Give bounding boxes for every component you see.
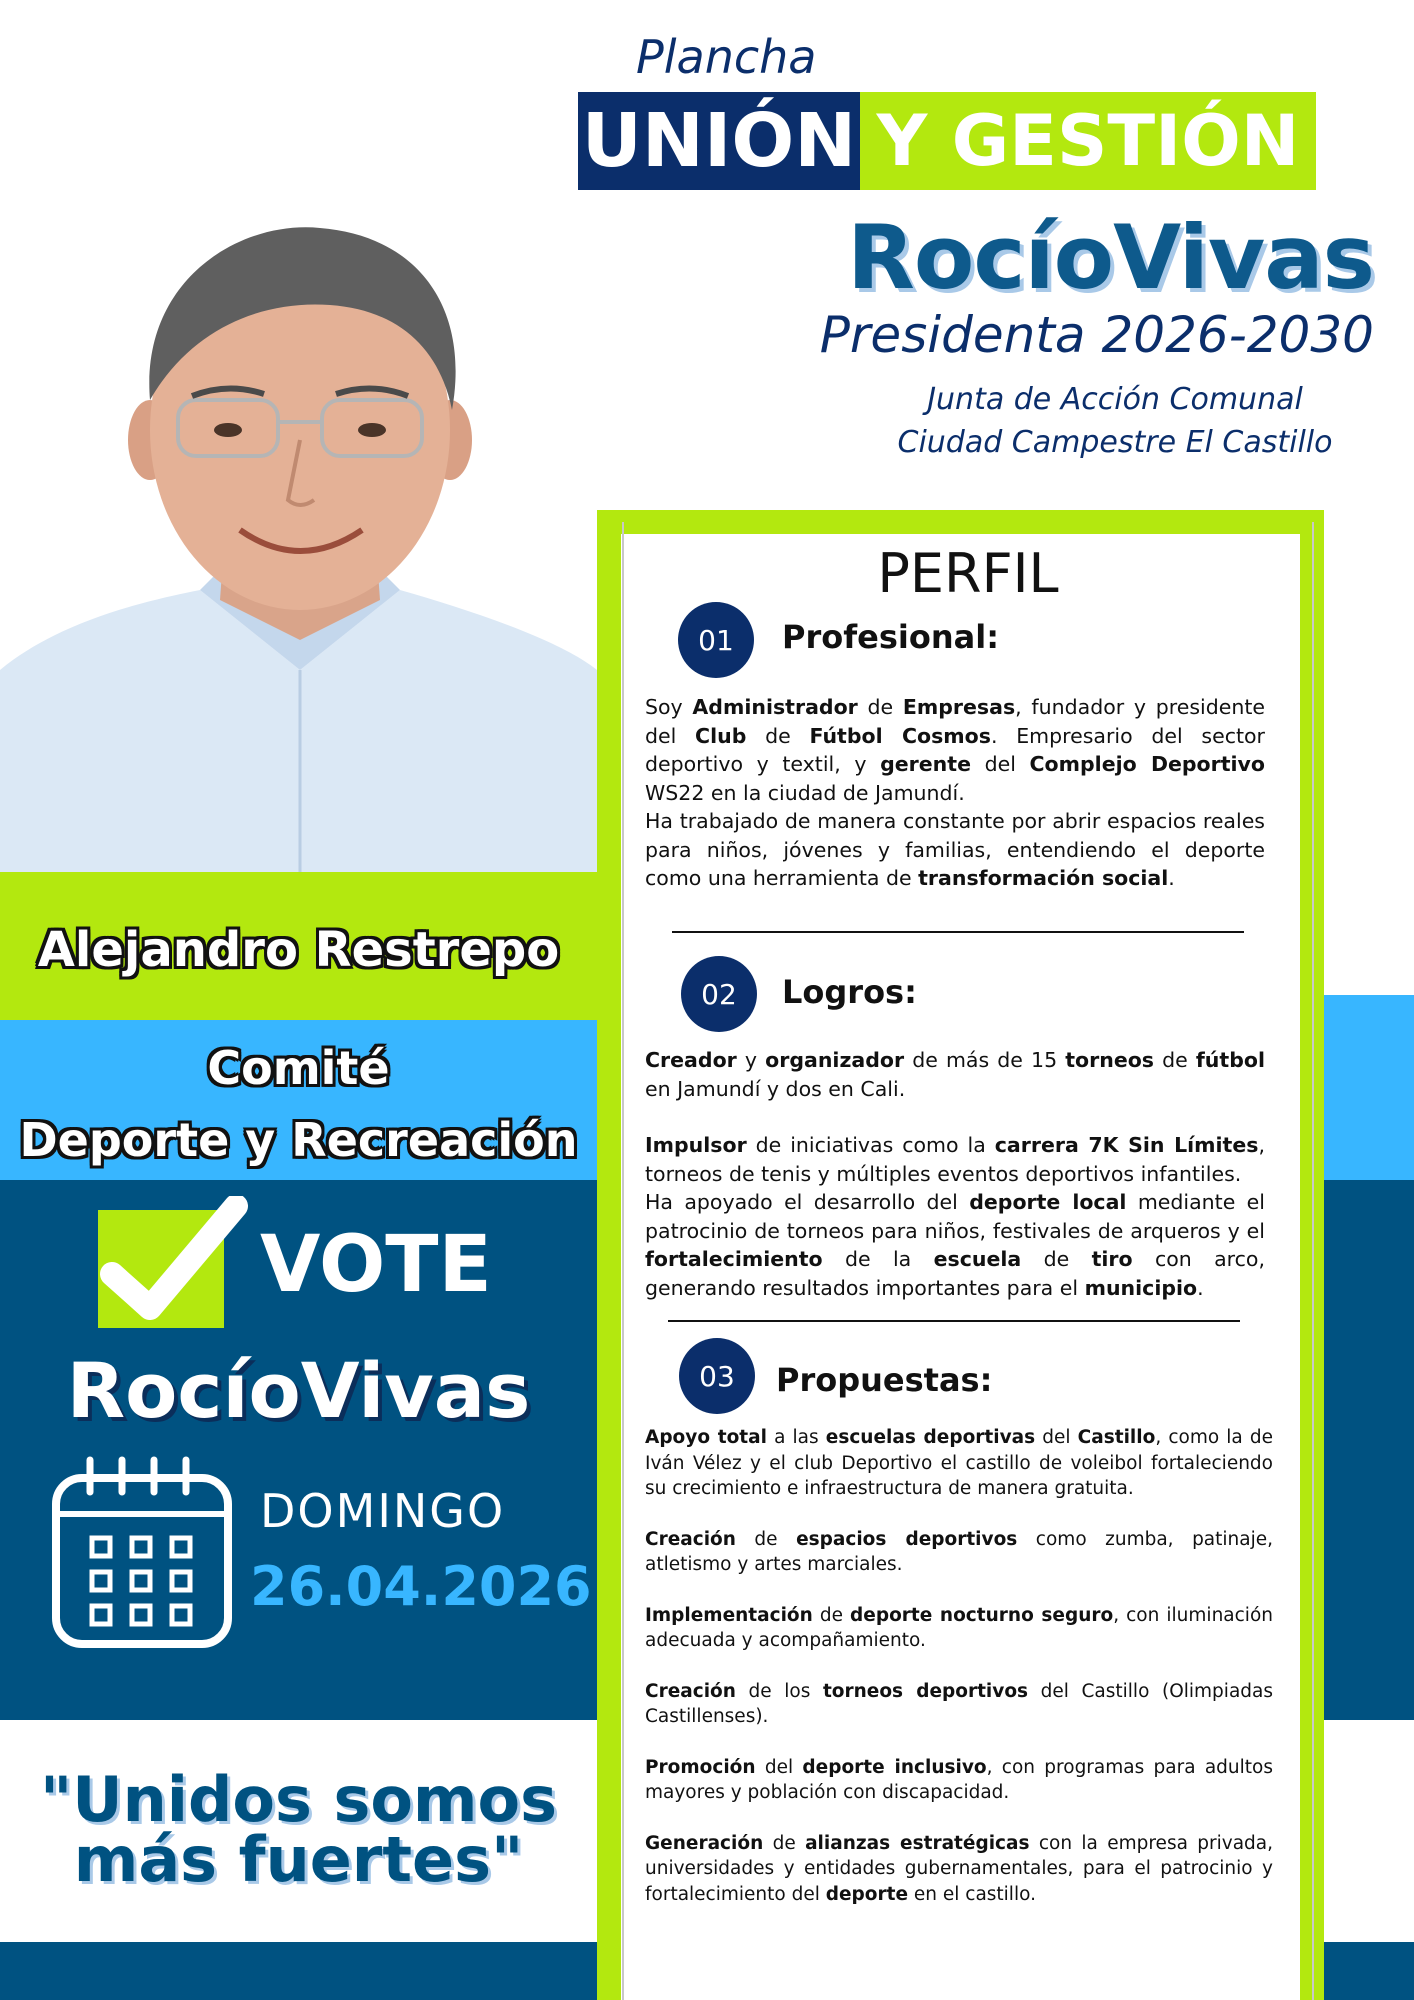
logros-paragraph-1: Creador y organizador de más de 15 torneos de fútbol en Jamundí y dos en Cali. (645, 1048, 1265, 1101)
election-day: DOMINGO (260, 1484, 506, 1538)
logros-text (645, 1046, 1265, 1302)
right-accent-dark (1324, 1180, 1414, 1720)
propuesta-item: Promoción del deporte inclusivo, con programas para adultos mayores y población con discapacidad. (645, 1756, 1273, 1803)
organization-line1: Junta de Acción Comunal (927, 382, 1303, 417)
propuesta-item: Creación de espacios deportivos como zumba, patinaje, atletismo y artes marciales. (645, 1528, 1274, 1575)
checkmark-glyph (98, 1196, 248, 1336)
candidate-first-name: Rocío (847, 206, 1114, 309)
propuestas-list (645, 1425, 1273, 1907)
committee-line1: Comité (207, 1041, 390, 1095)
vote-last-name: Vivas (300, 1346, 531, 1435)
slogan (0, 1763, 597, 1896)
vote-candidate-name (0, 1346, 597, 1435)
logros-paragraph-2: Impulsor de iniciativas como la carrera 7K Sin Límites, torneos de tenis y múltiples eventos deportivos infantiles. (645, 1133, 1265, 1186)
committee-line2: Deporte y Recreación (19, 1113, 578, 1167)
propuesta-item: Generación de alianzas estratégicas con la empresa privada, universidades y entidades gubernamentales, para el patrocinio y fortalecimiento del deporte en el castillo. (645, 1832, 1273, 1905)
gestion-text: Y GESTIÓN (876, 100, 1300, 182)
section-divider (672, 931, 1244, 933)
propuesta-item: Implementación de deporte nocturno seguro, con iluminación adecuada y acompañamiento. (645, 1604, 1273, 1651)
checkmark-icon (98, 1210, 224, 1328)
candidate-photo (0, 200, 597, 872)
candidate-name (847, 206, 1374, 309)
section-badge-03: 03 (679, 1338, 755, 1414)
candidate-last-name: Vivas (1113, 206, 1374, 309)
section-divider (668, 1320, 1240, 1322)
vote-first-name: Rocío (66, 1346, 301, 1435)
committee-title (0, 1032, 597, 1176)
union-banner (578, 92, 860, 190)
union-text: UNIÓN (581, 98, 857, 184)
plancha-label: Plancha (636, 30, 817, 84)
profesional-text (645, 693, 1265, 893)
slogan-line1: "Unidos somos (39, 1763, 558, 1836)
profesional-paragraph-1: Soy Administrador de Empresas, fundador y presidente del Club de Fútbol Cosmos. Empresario del sector deportivo y textil, y gerente del Complejo Deportivo WS22 en la ciudad de Jamundí. (645, 695, 1266, 805)
section-title-propuestas: Propuestas: (776, 1361, 993, 1399)
organization-line2: Ciudad Campestre El Castillo (897, 425, 1333, 460)
logros-paragraph-3: Ha apoyado el desarrollo del deporte local mediante el patrocinio de torneos para niños, festivales de arqueros y el fortalecimiento de la escuela de tiro con arco, generando resultados importantes para el municipio. (645, 1190, 1265, 1300)
portrait-illustration (0, 200, 597, 872)
profesional-paragraph-2: Ha trabajado de manera constante por abrir espacios reales para niños, jóvenes y familias, entendiendo el deporte como una herramienta de transformación social. (645, 809, 1265, 890)
right-accent-light (1324, 995, 1414, 1180)
calendar-icon (50, 1452, 234, 1652)
section-badge-01: 01 (678, 602, 754, 678)
bottom-band-left (0, 1942, 597, 2000)
propuesta-item: Apoyo total a las escuelas deportivas del Castillo, como la de Iván Vélez y el club Deportivo el castillo de voleibol fortaleciendo su crecimiento e infraestructura de manera gratuita. (645, 1427, 1274, 1499)
section-badge-02: 02 (681, 956, 757, 1032)
organization (850, 378, 1380, 464)
right-accent-bottom (1324, 1942, 1414, 2000)
vote-label: VOTE (260, 1220, 492, 1310)
election-date: 26.04.2026 (250, 1555, 592, 1618)
candidate-role: Presidenta 2026-2030 (819, 306, 1374, 364)
section-title-profesional: Profesional: (782, 618, 999, 656)
gestion-banner (860, 92, 1316, 190)
profile-title: PERFIL (877, 542, 1059, 605)
committee-candidate-name: Alejandro Restrepo (37, 922, 560, 978)
slogan-line2: más fuertes" (73, 1823, 524, 1896)
section-title-logros: Logros: (782, 973, 917, 1011)
propuesta-item: Creación de los torneos deportivos del Castillo (Olimpiadas Castillenses). (645, 1680, 1273, 1727)
